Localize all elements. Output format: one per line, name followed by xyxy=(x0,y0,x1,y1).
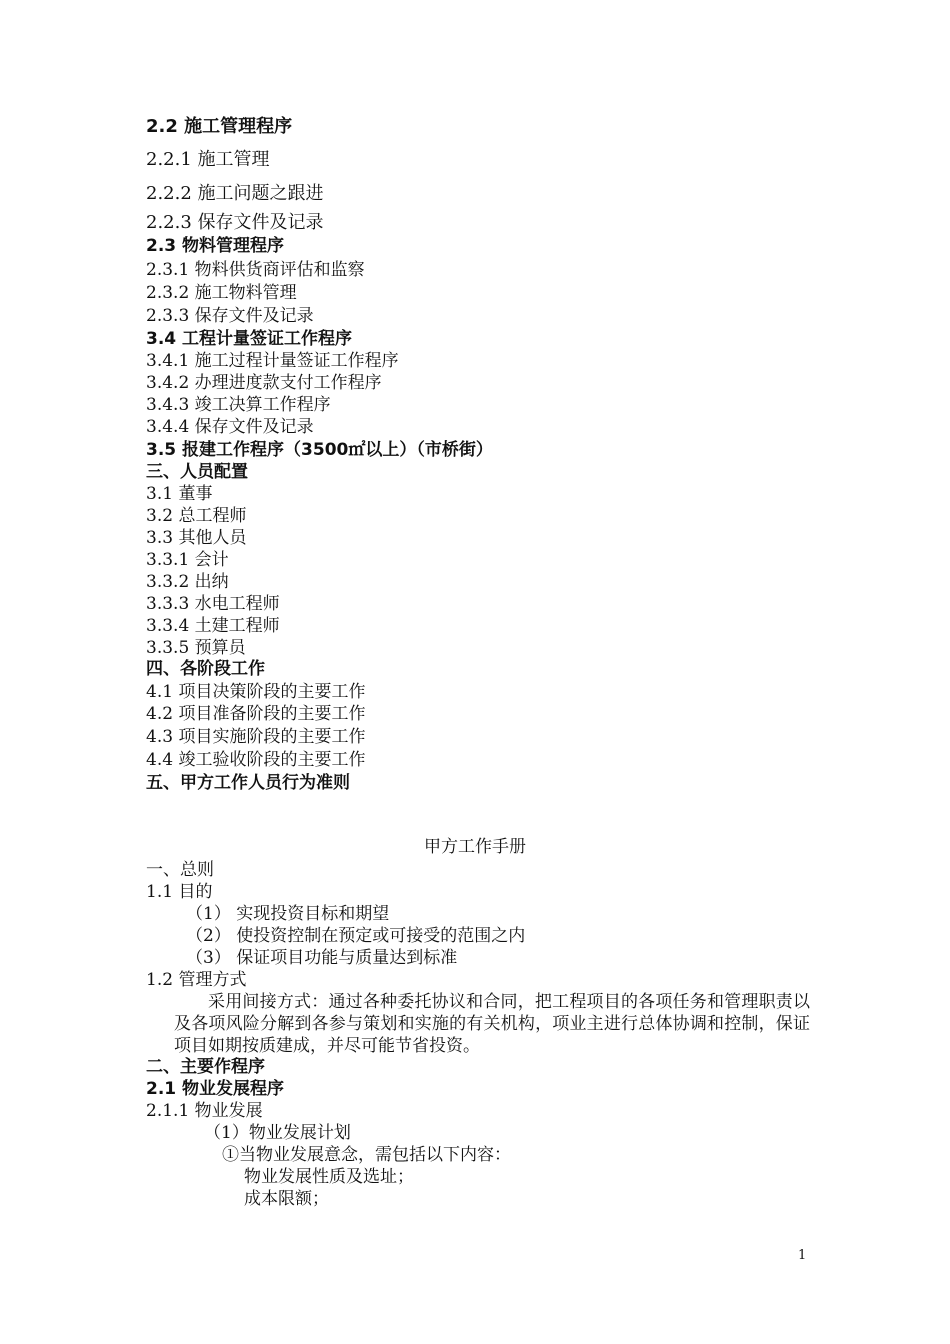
toc-item: 4.2 项目准备阶段的主要工作 xyxy=(146,704,366,724)
document-title: 甲方工作手册 xyxy=(424,837,526,857)
toc-item: 4.1 项目决策阶段的主要工作 xyxy=(146,682,366,702)
page-number: 1 xyxy=(798,1248,807,1263)
toc-item: 2.2.1 施工管理 xyxy=(146,149,270,170)
toc-item: 3.4.1 施工过程计量签证工作程序 xyxy=(146,351,399,371)
list-item: （1）物业发展计划 xyxy=(204,1123,351,1143)
goal-item: （3） 保证项目功能与质量达到标准 xyxy=(186,948,458,968)
section-heading: 一、总则 xyxy=(146,860,214,880)
subsection-heading: 1.2 管理方式 xyxy=(146,970,247,990)
toc-item: 3.4.2 办理进度款支付工作程序 xyxy=(146,373,382,393)
toc-item: 3.3.3 水电工程师 xyxy=(146,594,280,614)
toc-item: 3.3.5 预算员 xyxy=(146,638,246,658)
toc-heading: 3.4 工程计量签证工作程序 xyxy=(146,329,353,349)
toc-item: 2.3.3 保存文件及记录 xyxy=(146,306,314,326)
toc-heading: 三、人员配置 xyxy=(146,462,248,482)
goal-item: （1） 实现投资目标和期望 xyxy=(186,904,390,924)
toc-item: 2.3.2 施工物料管理 xyxy=(146,283,297,303)
list-item: 成本限额； xyxy=(244,1189,329,1209)
toc-heading: 3.5 报建工作程序（3500㎡以上）（市桥街） xyxy=(146,440,493,460)
toc-heading: 2.3 物料管理程序 xyxy=(146,236,285,256)
toc-item: 2.2.2 施工问题之跟进 xyxy=(146,183,324,204)
toc-item: 3.4.4 保存文件及记录 xyxy=(146,417,314,437)
toc-heading: 五、甲方工作人员行为准则 xyxy=(146,773,350,793)
subsection-heading: 1.1 目的 xyxy=(146,882,213,902)
toc-heading: 四、各阶段工作 xyxy=(146,659,265,679)
toc-heading: 2.2 施工管理程序 xyxy=(146,116,293,137)
toc-item: 2.3.1 物料供货商评估和监察 xyxy=(146,260,365,280)
toc-item: 3.1 董事 xyxy=(146,484,213,504)
list-item: 物业发展性质及选址； xyxy=(244,1167,414,1187)
management-paragraph: 采用间接方式：通过各种委托协议和合同，把工程项目的各项任务和管理职责以及各项风险分解到各参与策划和实施的有关机构，项业主进行总体协调和控制，保证项目如期按质建成，并尽可能节省投资。 xyxy=(174,992,810,1056)
toc-item: 3.3.4 土建工程师 xyxy=(146,616,280,636)
toc-item: 3.3.1 会计 xyxy=(146,550,229,570)
goal-item: （2） 使投资控制在预定或可接受的范围之内 xyxy=(186,926,526,946)
toc-item: 3.3.2 出纳 xyxy=(146,572,229,592)
section-heading: 二、主要作程序 xyxy=(146,1057,265,1077)
subsection-heading: 2.1.1 物业发展 xyxy=(146,1101,263,1121)
list-item: ①当物业发展意念，需包括以下内容： xyxy=(222,1145,511,1165)
toc-item: 4.4 竣工验收阶段的主要工作 xyxy=(146,750,366,770)
toc-item: 3.2 总工程师 xyxy=(146,506,247,526)
toc-item: 2.2.3 保存文件及记录 xyxy=(146,212,324,233)
toc-item: 3.4.3 竣工决算工作程序 xyxy=(146,395,331,415)
toc-item: 4.3 项目实施阶段的主要工作 xyxy=(146,727,366,747)
subsection-heading: 2.1 物业发展程序 xyxy=(146,1079,285,1099)
toc-item: 3.3 其他人员 xyxy=(146,528,247,548)
